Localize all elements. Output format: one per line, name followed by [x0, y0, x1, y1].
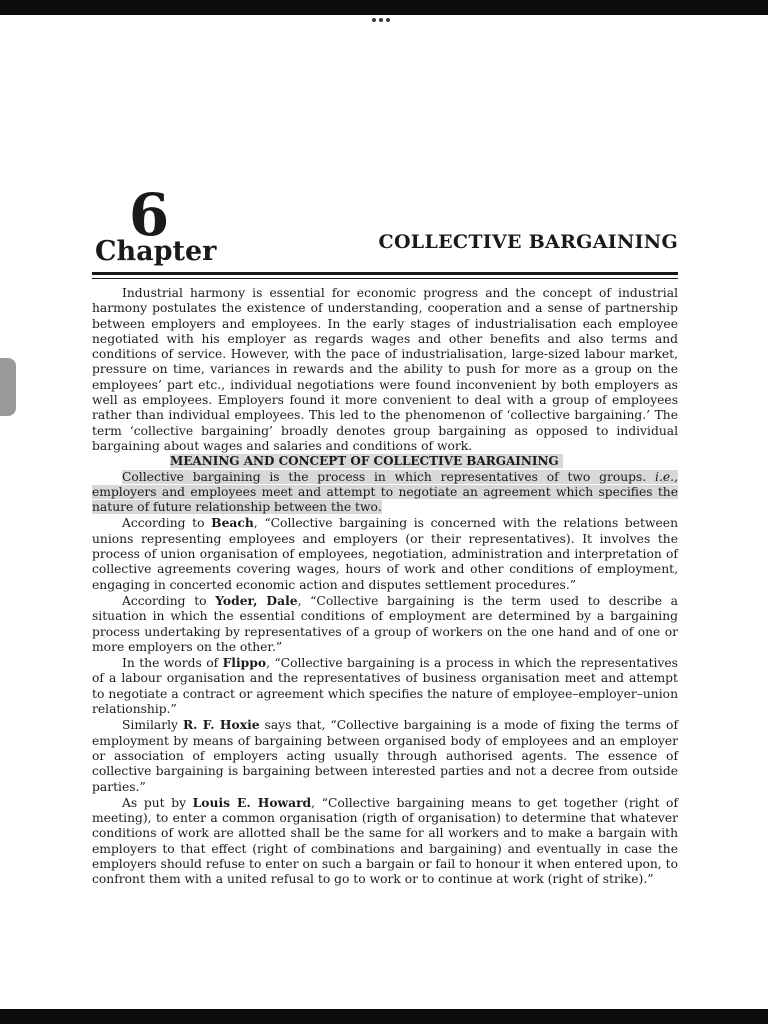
- quote-intro: According to: [122, 593, 216, 608]
- quote-intro: According to: [122, 516, 212, 531]
- quote-paragraph-yoder: [92, 593, 678, 655]
- definition-paragraph: [92, 470, 678, 516]
- quote-text: , “Collective bargaining is the term used to describe a situation in which the essential conditions of employment are determined by a bargaining process undertaking by representatives of a group of workers on the one hand and of one or more employers on the other.”: [92, 593, 678, 654]
- quote-text: says that, “Collective bargaining is a mode of fixing the terms of employment by means of bargaining between organised body of employees and an employer or association of employers acting usually through authorised agents. The essence of collective bargaining is bargaining between interested parties and not a decree from outside parties.”: [92, 718, 679, 794]
- quote-intro: As put by: [122, 795, 193, 810]
- definition-highlight[interactable]: [92, 470, 678, 515]
- quote-author: Beach: [211, 515, 254, 531]
- quote-author: Louis E. Howard: [192, 794, 312, 810]
- chapter-label: Chapter: [95, 236, 217, 267]
- chapter-title: COLLECTIVE BARGAINING: [378, 231, 678, 253]
- quote-paragraph-hoxie: [92, 717, 678, 794]
- quote-intro: Similarly: [122, 718, 183, 733]
- quote-paragraph-flippo: [92, 655, 678, 717]
- chapter-number: 6: [128, 181, 170, 249]
- sidebar-pull-tab[interactable]: [0, 358, 16, 416]
- definition-text-before: Collective bargaining is the process in which representatives of two groups.: [122, 469, 656, 484]
- quote-paragraph-beach: [92, 515, 678, 592]
- section-heading: [92, 454, 678, 469]
- more-dots-icon[interactable]: [372, 7, 396, 11]
- quote-author: Flippo: [222, 655, 267, 671]
- definition-ie: i.e.: [655, 469, 675, 484]
- title-rule-thin: [92, 278, 678, 279]
- reader-top-bar: [0, 0, 768, 15]
- quote-text: , “Collective bargaining means to get together (right of meeting), to enter a common organisation (rigth of organisation) to determine that whatever conditions of work are allotted shall be the same for all workers and to make a bargain with employers to that effect (right of combinations and bargaining) and eventually in case the employers should refuse to enter on such a bargain or fail to honour it when entered upon, to confront them with a united refusal to go to work or to continue at work (right of strike).”: [92, 795, 678, 887]
- title-rule-thick: [92, 272, 678, 275]
- chapter-body: [92, 286, 678, 888]
- quote-text: , “Collective bargaining is a process in which the representatives of a labour organisation and the representatives of business organisation meet and attempt to negotiate a contract or agreement which specifies the nature of employee–employer–union relationship.”: [92, 656, 678, 717]
- section-heading-text: MEANING AND CONCEPT OF COLLECTIVE BARGAINING: [170, 454, 563, 468]
- quote-paragraph-howard: [92, 795, 678, 888]
- quote-text: , “Collective bargaining is concerned with the relations between unions representing employees and employers (or their representatives). It involves the process of union organisation of employees, negotiation, administration and interpretation of collective agreements covering wages, hours of work and other conditions of employment, engaging in concerted economic action and disputes settlement procedures.”: [92, 516, 678, 592]
- intro-paragraph: Industrial harmony is essential for economic progress and the concept of industrial harmony postulates the existence of understanding, cooperation and a sense of partnership between employers and employees. In the early stages of industrialisation each employee negotiated with his employer as regards wages and other benefits and also terms and conditions of service. However, with the pace of industrialisation, large-sized labour market, pressure on time, variances in rewards and the ability to push for more as a group on the employees’ part etc., individual negotiations were found inconvenient by both employers as well as employees. Employers found it more convenient to deal with a group of employees rather than individual employees. This led to the phenomenon of ‘collective bargaining.’ The term ‘collective bargaining’ broadly denotes group bargaining as opposed to individual bargaining about wages and salaries and conditions of work.: [92, 286, 678, 453]
- quote-intro: In the words of: [122, 656, 223, 671]
- reader-bottom-bar: [0, 1009, 768, 1024]
- quote-author: R. F. Hoxie: [182, 717, 260, 733]
- quote-author: Yoder, Dale: [215, 592, 298, 608]
- definition-text-after: , employers and employees meet and attempt to negotiate an agreement which specifies the nature of future relationship between the two.: [92, 469, 678, 515]
